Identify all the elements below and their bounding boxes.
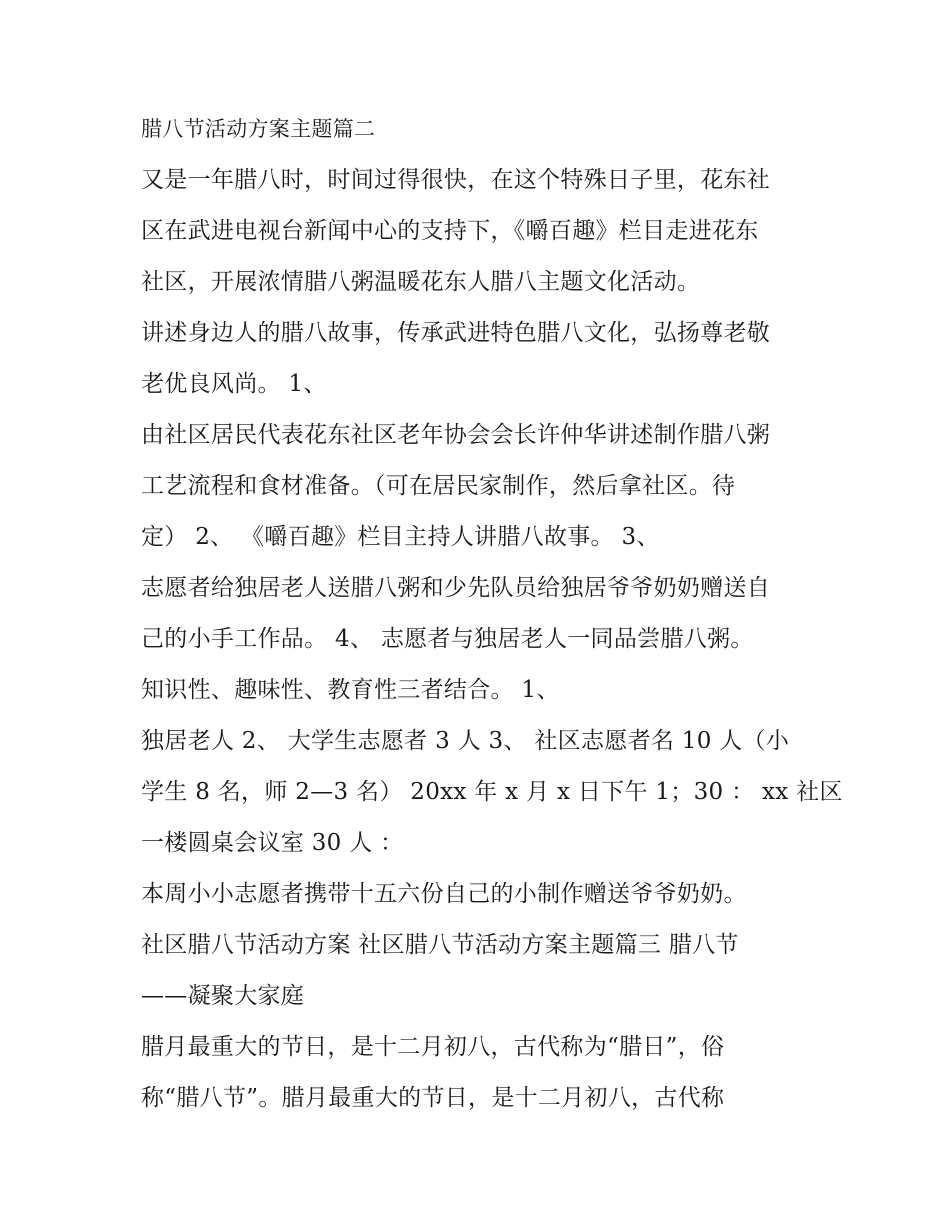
text-line: 由社区居民代表花东社区老年协会会长许仲华讲述制作腊八粥 [141, 422, 771, 448]
text-line: 一楼圆桌会议室 30 人 ： [141, 830, 404, 856]
text-line: 老优良风尚。 1、 [141, 371, 327, 397]
text-line: 讲述身边人的腊八故事，传承武进特色腊八文化，弘扬尊老敬 [141, 320, 771, 346]
text-line: 社区，开展浓情腊八粥温暖花东人腊八主题文化活动。 [141, 269, 701, 295]
text-line: 腊月最重大的节日，是十二月初八，古代称为“腊日”，俗 [141, 1034, 725, 1060]
text-line: 志愿者给独居老人送腊八粥和少先队员给独居爷爷奶奶赠送自 [141, 575, 771, 601]
text-line: 工艺流程和食材准备。（可在居民家制作，然后拿社区。待 [141, 473, 736, 499]
text-line: 己的小手工作品。 4、 志愿者与独居老人一同品尝腊八粥。 [141, 626, 754, 652]
text-line: 称“腊八节”。腊月最重大的节日，是十二月初八，古代称 [141, 1085, 725, 1111]
text-line: 知识性、趣味性、教育性三者结合。 1、 [141, 677, 560, 703]
text-line: 本周小小志愿者携带十五六份自己的小制作赠送爷爷奶奶。 [141, 881, 747, 907]
text-line: 学生 8 名，师 2—3 名） 20xx 年 x 月 x 日下午 1；30 ： xx 社区 [141, 779, 843, 805]
section-heading: 腊八节活动方案主题篇二 [141, 117, 376, 141]
text-line: 又是一年腊八时，时间过得很快，在这个特殊日子里，花东社 [141, 167, 771, 193]
text-line: 独居老人 2、 大学生志愿者 3 人 3、 社区志愿者名 10 人（小 [141, 728, 790, 754]
text-line: 区在武进电视台新闻中心的支持下，《嚼百趣》栏目走进花东 [141, 218, 759, 244]
text-line: ——凝聚大家庭 [141, 983, 305, 1009]
text-line: 定） 2、 《嚼百趣》栏目主持人讲腊八故事。 3、 [141, 524, 660, 550]
text-line: 社区腊八节活动方案 社区腊八节活动方案主题篇三 腊八节 [141, 932, 739, 958]
document-body [141, 108, 843, 1128]
